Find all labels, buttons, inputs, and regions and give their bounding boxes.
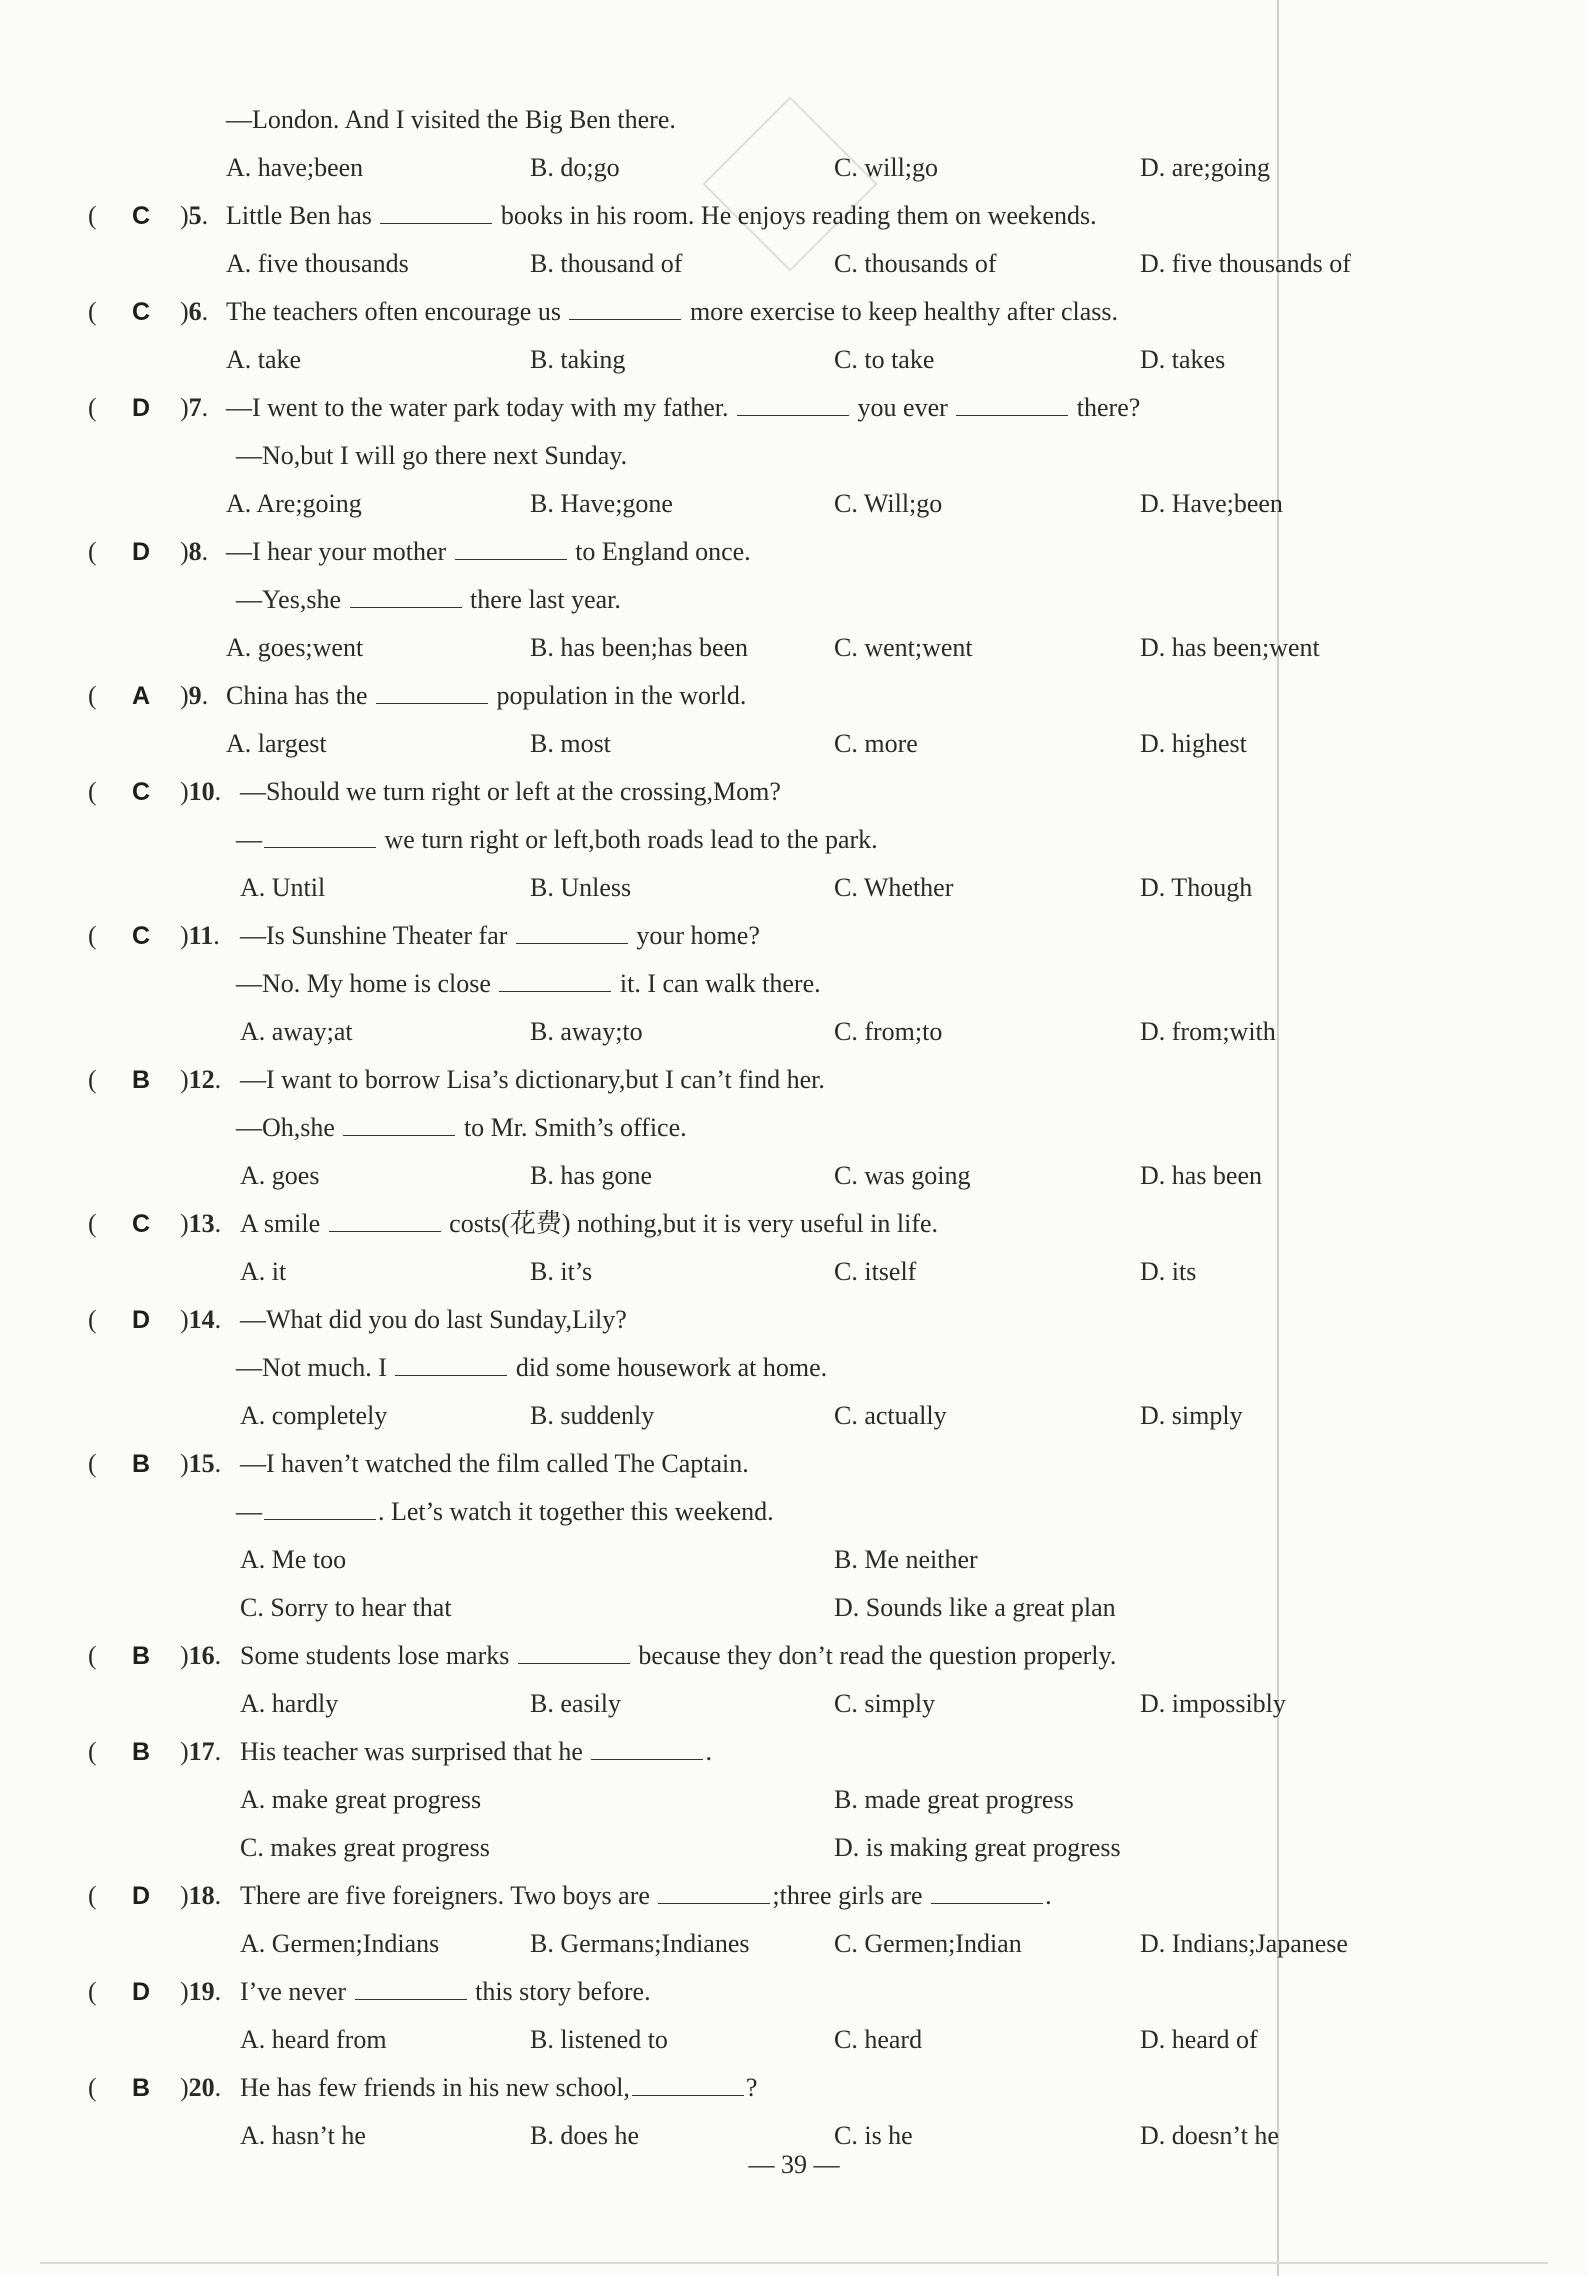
options-row: [0, 1588, 1300, 1628]
option-a[interactable]: A. hasn’t he: [240, 2121, 366, 2150]
options-row: [0, 1156, 1300, 1196]
answer-paren-open: (: [88, 393, 97, 422]
answer-paren-open: (: [88, 2073, 97, 2102]
question-text-segment: —Oh,she: [236, 1113, 342, 1142]
answer-blank[interactable]: [343, 1111, 455, 1136]
question-line: [0, 1300, 1300, 1340]
question-text: [240, 916, 760, 956]
question-text-segment: books in his room. He enjoys reading them on weekends.: [494, 201, 1097, 230]
question-text: [236, 964, 821, 1004]
options-row: [0, 244, 1351, 284]
option-d[interactable]: D. takes: [1140, 345, 1226, 374]
answer-letter[interactable]: C: [132, 1210, 151, 1238]
option-d[interactable]: D. Indians;Japanese: [1140, 1929, 1348, 1958]
option-c[interactable]: C. Whether: [834, 873, 954, 902]
option-b[interactable]: B. has gone: [530, 1161, 653, 1190]
question-text-segment: There are five foreigners. Two boys are: [240, 1881, 657, 1910]
question-text-segment: Some students lose marks: [240, 1641, 516, 1670]
option-c[interactable]: C. from;to: [834, 1017, 943, 1046]
question-line: [0, 436, 1300, 476]
option-a[interactable]: A. make great progress: [240, 1785, 482, 1814]
answer-letter[interactable]: B: [132, 1642, 151, 1670]
question-line: [0, 1876, 1300, 1916]
question-line: [0, 292, 1300, 332]
answer-blank[interactable]: [376, 679, 488, 704]
question-text-segment: ;three girls are: [772, 1881, 930, 1910]
question-line: [0, 1732, 1300, 1772]
question-number: )15.: [180, 1449, 222, 1478]
question-text-segment: A smile: [240, 1209, 327, 1238]
option-b[interactable]: B. easily: [530, 1689, 621, 1718]
answer-letter[interactable]: B: [132, 1450, 151, 1478]
option-d[interactable]: D. Have;been: [1140, 489, 1283, 518]
question-number: )16.: [180, 1641, 222, 1670]
bottom-divider: [40, 2262, 1548, 2264]
question-number: )9.: [180, 681, 209, 710]
question-line: [0, 772, 1300, 812]
question-number: )20.: [180, 2073, 222, 2102]
option-b[interactable]: B. does he: [530, 2121, 640, 2150]
question-number: )7.: [180, 393, 209, 422]
answer-blank[interactable]: [658, 1879, 770, 1904]
answer-letter[interactable]: B: [132, 2074, 151, 2102]
question-text-segment: there?: [1070, 393, 1141, 422]
answer-paren-open: (: [88, 921, 97, 950]
question-text: [236, 1108, 687, 1148]
question-number-value: 8: [188, 537, 202, 566]
question-text-segment: your home?: [629, 921, 760, 950]
question-text-segment: did some housework at home.: [509, 1353, 828, 1382]
answer-blank[interactable]: [264, 1495, 376, 1520]
option-d[interactable]: D. heard of: [1140, 2025, 1258, 2054]
option-c[interactable]: C. actually: [834, 1401, 947, 1430]
option-c[interactable]: C. heard: [834, 2025, 923, 2054]
question-number: )12.: [180, 1065, 222, 1094]
answer-letter[interactable]: C: [132, 778, 151, 806]
option-b[interactable]: B. has been;has been: [530, 633, 749, 662]
option-c[interactable]: C. will;go: [834, 153, 939, 182]
options-row: [0, 724, 1300, 764]
option-b[interactable]: B. made great progress: [834, 1785, 1074, 1814]
question-text: [236, 1348, 827, 1388]
question-line: [0, 1444, 1300, 1484]
question-text-segment: Little Ben has: [226, 201, 379, 230]
option-d[interactable]: D. five thousands of: [1140, 249, 1351, 278]
options-row: [0, 628, 1320, 668]
question-text: [240, 1732, 712, 1772]
question-line: [0, 916, 1300, 956]
question-number: )19.: [180, 1977, 222, 2006]
option-a[interactable]: A. Me too: [240, 1545, 347, 1574]
intro-options-row: [0, 148, 1300, 188]
answer-blank[interactable]: [931, 1879, 1043, 1904]
answer-paren-open: (: [88, 1977, 97, 2006]
question-line: [0, 1060, 1300, 1100]
question-line: [0, 1636, 1300, 1676]
options-row: [0, 484, 1300, 524]
option-d[interactable]: D. has been: [1140, 1161, 1263, 1190]
question-number: )17.: [180, 1737, 222, 1766]
option-d[interactable]: D. Sounds like a great plan: [834, 1593, 1116, 1622]
option-c[interactable]: C. itself: [834, 1257, 917, 1286]
answer-letter[interactable]: A: [132, 682, 151, 710]
option-c[interactable]: C. was going: [834, 1161, 971, 1190]
answer-paren-open: (: [88, 777, 97, 806]
option-b[interactable]: B. suddenly: [530, 1401, 655, 1430]
option-a[interactable]: A. goes;went: [226, 633, 364, 662]
option-a[interactable]: A. largest: [226, 729, 327, 758]
question-line: [0, 580, 1300, 620]
answer-paren-open: (: [88, 537, 97, 566]
option-a[interactable]: A. Are;going: [226, 489, 362, 518]
option-b[interactable]: B. away;to: [530, 1017, 643, 1046]
answer-paren-open: (: [88, 1737, 97, 1766]
answer-letter[interactable]: C: [132, 922, 151, 950]
option-b[interactable]: B. do;go: [530, 153, 620, 182]
option-c[interactable]: C. is he: [834, 2121, 913, 2150]
question-number-value: 17: [188, 1737, 215, 1766]
question-number-value: 13: [188, 1209, 215, 1238]
intro-line-row: [0, 100, 1300, 140]
answer-blank[interactable]: [355, 1975, 467, 2000]
option-d[interactable]: D. its: [1140, 1257, 1197, 1286]
question-text-segment: —I want to borrow Lisa’s dictionary,but I can’t find her.: [240, 1065, 825, 1094]
question-text: [240, 1204, 938, 1244]
question-number: )10.: [180, 777, 222, 806]
question-text-segment: to Mr. Smith’s office.: [457, 1113, 687, 1142]
question-number-value: 19: [188, 1977, 215, 2006]
question-number-value: 18: [188, 1881, 215, 1910]
question-number-value: 14: [188, 1305, 215, 1334]
question-text: [240, 1876, 1052, 1916]
option-d[interactable]: D. impossibly: [1140, 1689, 1286, 1718]
option-d[interactable]: D. doesn’t he: [1140, 2121, 1279, 2150]
answer-blank[interactable]: [569, 295, 681, 320]
option-b[interactable]: B. Unless: [530, 873, 632, 902]
question-text-segment: we turn right or left,both roads lead to the park.: [378, 825, 878, 854]
question-text-segment: He has few friends in his new school,: [240, 2073, 630, 2102]
option-a[interactable]: A. goes: [240, 1161, 320, 1190]
question-text-segment: . Let’s watch it together this weekend.: [378, 1497, 774, 1526]
question-text-segment: —No,but I will go there next Sunday.: [236, 441, 628, 470]
option-c[interactable]: C. makes great progress: [240, 1833, 490, 1862]
question-text: [240, 1060, 825, 1100]
question-line: [0, 196, 1300, 236]
question-text-segment: population in the world.: [490, 681, 747, 710]
question-text-segment: —What did you do last Sunday,Lily?: [240, 1305, 627, 1334]
question-text-segment: —Should we turn right or left at the crossing,Mom?: [240, 777, 781, 806]
question-line: [0, 532, 1300, 572]
option-d[interactable]: D. has been;went: [1140, 633, 1320, 662]
answer-paren-open: (: [88, 1065, 97, 1094]
question-text: [236, 580, 621, 620]
question-text: [226, 196, 1097, 236]
options-row: [0, 1684, 1300, 1724]
options-row: [0, 1828, 1300, 1868]
question-text-segment: there last year.: [463, 585, 621, 614]
question-text: [236, 436, 627, 476]
question-line: [0, 388, 1300, 428]
question-text-segment: —I hear your mother: [226, 537, 453, 566]
question-text-segment: ?: [745, 2073, 758, 2102]
question-number-value: 6: [188, 297, 202, 326]
option-a[interactable]: A. Until: [240, 873, 326, 902]
question-line: [0, 1492, 1300, 1532]
question-number-value: 7: [188, 393, 202, 422]
option-a[interactable]: A. it: [240, 1257, 287, 1286]
option-c[interactable]: C. went;went: [834, 633, 973, 662]
options-row: [0, 868, 1300, 908]
question-line: [0, 1204, 1300, 1244]
question-text: [240, 1972, 651, 2012]
question-number: )14.: [180, 1305, 222, 1334]
question-text: [240, 772, 781, 812]
option-c[interactable]: C. Will;go: [834, 489, 943, 518]
answer-blank[interactable]: [380, 199, 492, 224]
question-number-value: 11: [188, 921, 214, 950]
question-text-segment: —: [236, 825, 262, 854]
option-b[interactable]: B. listened to: [530, 2025, 668, 2054]
answer-blank[interactable]: [737, 391, 849, 416]
question-line: [0, 2068, 1300, 2108]
answer-paren-open: (: [88, 681, 97, 710]
question-text: [226, 676, 746, 716]
option-c[interactable]: C. Germen;Indian: [834, 1929, 1022, 1958]
question-text-segment: —Yes,she: [236, 585, 348, 614]
option-c[interactable]: C. Sorry to hear that: [240, 1593, 452, 1622]
answer-blank[interactable]: [499, 967, 611, 992]
question-text: [236, 1492, 774, 1532]
answer-paren-open: (: [88, 201, 97, 230]
answer-letter[interactable]: B: [132, 1738, 151, 1766]
question-text: [240, 1300, 627, 1340]
option-a[interactable]: A. away;at: [240, 1017, 353, 1046]
question-number: )11.: [180, 921, 220, 950]
answer-blank[interactable]: [350, 583, 462, 608]
question-line: [0, 964, 1300, 1004]
question-text-segment: this story before.: [468, 1977, 651, 2006]
question-text-segment: —No. My home is close: [236, 969, 498, 998]
options-row: [0, 1252, 1300, 1292]
options-row: [0, 1540, 1300, 1580]
question-text: [226, 388, 1140, 428]
question-line: [0, 1348, 1300, 1388]
question-text-segment: to England once.: [568, 537, 751, 566]
question-number: )8.: [180, 537, 209, 566]
answer-blank[interactable]: [632, 2071, 744, 2096]
answer-blank[interactable]: [518, 1639, 630, 1664]
question-number: )5.: [180, 201, 209, 230]
question-text-segment: —: [236, 1497, 262, 1526]
question-number-value: 15: [188, 1449, 215, 1478]
answer-blank[interactable]: [329, 1207, 441, 1232]
question-text-segment: because they don’t read the question properly.: [631, 1641, 1117, 1670]
question-text-segment: I’ve never: [240, 1977, 353, 2006]
answer-paren-open: (: [88, 297, 97, 326]
question-text: [240, 1636, 1116, 1676]
option-a[interactable]: A. hardly: [240, 1689, 339, 1718]
question-text-segment: costs(花费) nothing,but it is very useful in life.: [442, 1209, 939, 1238]
question-number-value: 5: [188, 201, 202, 230]
answer-blank[interactable]: [591, 1735, 703, 1760]
question-text-segment: China has the: [226, 681, 375, 710]
options-row: [0, 340, 1300, 380]
question-text-segment: it. I can walk there.: [613, 969, 821, 998]
question-number: )13.: [180, 1209, 222, 1238]
option-c[interactable]: C. to take: [834, 345, 935, 374]
option-d[interactable]: D. highest: [1140, 729, 1247, 758]
answer-blank[interactable]: [516, 919, 628, 944]
options-row: [0, 1012, 1300, 1052]
question-line: [0, 1108, 1300, 1148]
option-c[interactable]: C. simply: [834, 1689, 936, 1718]
question-text: [236, 820, 878, 860]
answer-paren-open: (: [88, 1641, 97, 1670]
question-text-segment: more exercise to keep healthy after class.: [683, 297, 1119, 326]
option-a[interactable]: A. have;been: [226, 153, 364, 182]
option-b[interactable]: B. thousand of: [530, 249, 683, 278]
option-d[interactable]: D. is making great progress: [834, 1833, 1121, 1862]
answer-blank[interactable]: [956, 391, 1068, 416]
question-number-value: 20: [188, 2073, 215, 2102]
question-text-segment: you ever: [851, 393, 955, 422]
answer-paren-open: (: [88, 1449, 97, 1478]
answer-letter[interactable]: D: [132, 394, 151, 422]
question-text-segment: .: [705, 1737, 712, 1766]
option-d[interactable]: D. are;going: [1140, 153, 1270, 182]
options-row: [0, 1924, 1348, 1964]
answer-blank[interactable]: [264, 823, 376, 848]
option-b[interactable]: B. Have;gone: [530, 489, 673, 518]
question-text: [240, 1444, 749, 1484]
answer-letter[interactable]: C: [132, 202, 151, 230]
answer-paren-open: (: [88, 1305, 97, 1334]
option-b[interactable]: B. it’s: [530, 1257, 593, 1286]
option-d[interactable]: D. simply: [1140, 1401, 1243, 1430]
question-number-value: 12: [188, 1065, 215, 1094]
options-row: [0, 1780, 1300, 1820]
question-text-segment: The teachers often encourage us: [226, 297, 568, 326]
question-text: [240, 2068, 757, 2108]
intro-line: —London. And I visited the Big Ben there.: [226, 105, 676, 134]
answer-letter[interactable]: D: [132, 1306, 151, 1334]
answer-letter[interactable]: D: [132, 1882, 151, 1910]
option-d[interactable]: D. Though: [1140, 873, 1253, 902]
question-text-segment: His teacher was surprised that he: [240, 1737, 590, 1766]
answer-paren-open: (: [88, 1881, 97, 1910]
answer-blank[interactable]: [395, 1351, 507, 1376]
question-number-value: 10: [188, 777, 215, 806]
option-b[interactable]: B. taking: [530, 345, 626, 374]
options-row: [0, 1396, 1300, 1436]
answer-letter[interactable]: C: [132, 298, 151, 326]
question-text: [226, 532, 751, 572]
option-c[interactable]: C. more: [834, 729, 918, 758]
option-a[interactable]: A. heard from: [240, 2025, 387, 2054]
question-number: )6.: [180, 297, 209, 326]
option-b[interactable]: B. Me neither: [834, 1545, 978, 1574]
option-a[interactable]: A. five thousands: [226, 249, 409, 278]
question-text: [226, 292, 1118, 332]
answer-blank[interactable]: [455, 535, 567, 560]
question-line: [0, 820, 1300, 860]
question-number-value: 9: [188, 681, 202, 710]
option-b[interactable]: B. most: [530, 729, 611, 758]
answer-letter[interactable]: D: [132, 1978, 151, 2006]
question-line: [0, 676, 1300, 716]
question-text-segment: —Is Sunshine Theater far: [240, 921, 514, 950]
question-text-segment: —I went to the water park today with my father.: [226, 393, 736, 422]
answer-letter[interactable]: D: [132, 538, 151, 566]
option-a[interactable]: A. completely: [240, 1401, 388, 1430]
page-number: — 39 —: [748, 2150, 840, 2179]
option-a[interactable]: A. take: [226, 345, 302, 374]
option-a[interactable]: A. Germen;Indians: [240, 1929, 440, 1958]
question-number: )18.: [180, 1881, 222, 1910]
question-line: [0, 1972, 1300, 2012]
option-d[interactable]: D. from;with: [1140, 1017, 1276, 1046]
options-row: [0, 2020, 1300, 2060]
option-c[interactable]: C. thousands of: [834, 249, 997, 278]
answer-paren-open: (: [88, 1209, 97, 1238]
answer-letter[interactable]: B: [132, 1066, 151, 1094]
question-number-value: 16: [188, 1641, 215, 1670]
question-text-segment: .: [1045, 1881, 1052, 1910]
question-text-segment: —I haven’t watched the film called The Captain.: [240, 1449, 749, 1478]
option-b[interactable]: B. Germans;Indianes: [530, 1929, 750, 1958]
question-text-segment: —Not much. I: [236, 1353, 394, 1382]
